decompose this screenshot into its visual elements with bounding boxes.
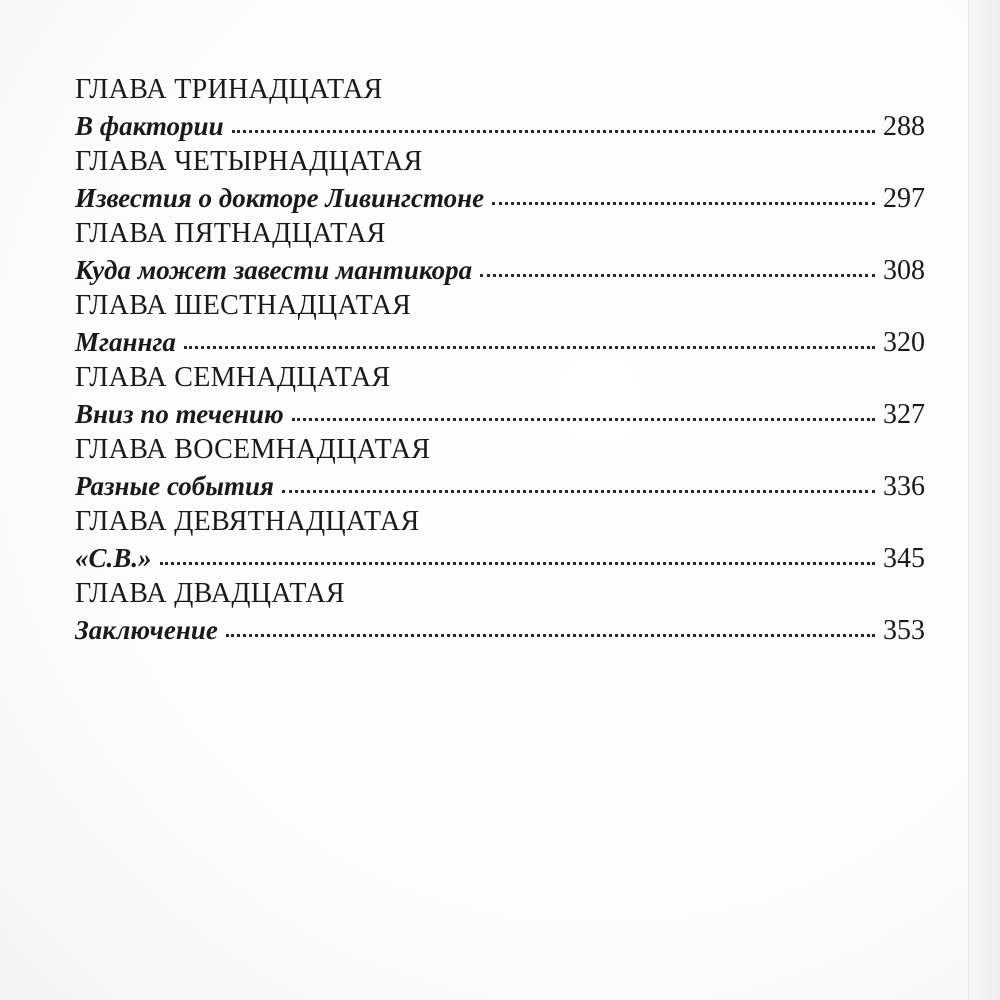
chapter-heading: ГЛАВА ВОСЕМНАДЦАТАЯ — [75, 434, 431, 465]
chapter-heading: ГЛАВА ДВАДЦАТАЯ — [75, 578, 345, 609]
toc-entry — [75, 540, 925, 576]
chapter-heading: ГЛАВА ДЕВЯТНАДЦАТАЯ — [75, 506, 420, 537]
toc-entry — [75, 324, 925, 360]
chapter-heading: ГЛАВА ЧЕТЫРНАДЦАТАЯ — [75, 146, 423, 177]
dot-leader — [480, 274, 875, 277]
page-number: 353 — [883, 615, 925, 646]
chapter-title: Вниз по течению — [75, 399, 284, 429]
dot-leader — [232, 130, 875, 133]
chapter-heading: ГЛАВА ПЯТНАДЦАТАЯ — [75, 218, 386, 249]
dot-leader — [292, 418, 875, 421]
page-number: 327 — [883, 399, 925, 430]
page-number: 308 — [883, 255, 925, 286]
page-number: 345 — [883, 543, 925, 574]
chapter-title: Заключение — [75, 615, 218, 645]
toc-entry — [75, 396, 925, 432]
toc-entry — [75, 108, 925, 144]
chapter-title: В фактории — [75, 111, 224, 141]
page-number: 336 — [883, 471, 925, 502]
page-number: 297 — [883, 183, 925, 214]
chapter-title: Куда может завести мантикора — [75, 255, 473, 285]
chapter-title: Мганнга — [75, 327, 176, 357]
dot-leader — [282, 490, 875, 493]
chapter-title: Известия о докторе Ливингстоне — [75, 183, 485, 213]
chapter-title: «С.В.» — [75, 543, 152, 573]
page-number: 288 — [883, 111, 925, 142]
page-edge — [968, 0, 1000, 1000]
dot-leader — [492, 202, 875, 205]
chapter-heading: ГЛАВА СЕМНАДЦАТАЯ — [75, 362, 391, 393]
toc-entry — [75, 612, 925, 648]
page-number: 320 — [883, 327, 925, 358]
toc-entry — [75, 468, 925, 504]
chapter-title: Разные события — [75, 471, 274, 501]
chapter-heading: ГЛАВА ШЕСТНАДЦАТАЯ — [75, 290, 412, 321]
toc-entry — [75, 180, 925, 216]
toc-entry — [75, 252, 925, 288]
dot-leader — [226, 634, 875, 637]
dot-leader — [160, 562, 875, 565]
dot-leader — [184, 346, 875, 349]
table-of-contents — [75, 72, 925, 648]
chapter-heading: ГЛАВА ТРИНАДЦАТАЯ — [75, 74, 383, 105]
